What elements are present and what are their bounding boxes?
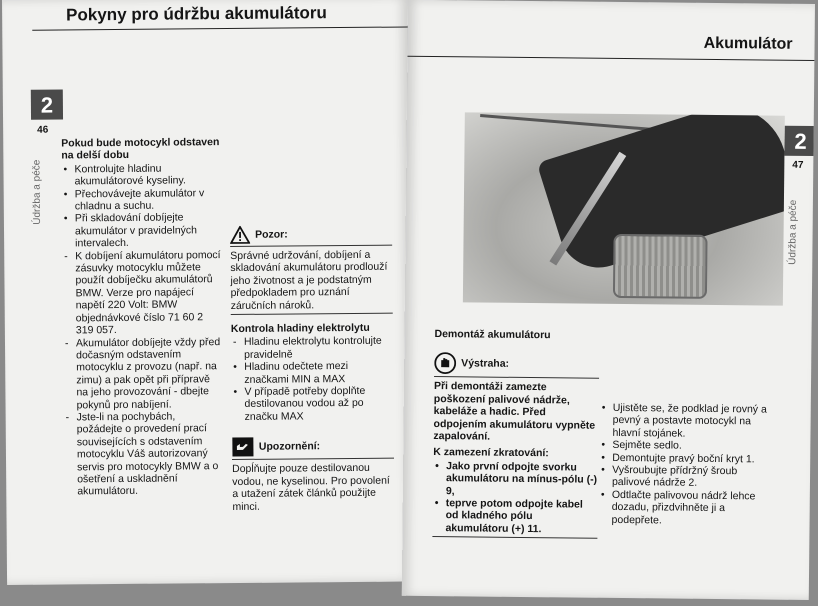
vystraha-rule [434,376,599,379]
storage-list-item: • Přechovávejte akumulátor v chladnu a suchu. [62,187,222,213]
steps-column [599,402,770,528]
upozorneni-head [232,436,394,457]
vystraha-head [434,352,599,376]
demontaz-heading: Demontáž akumulátoru [434,328,551,342]
warning-triangle-icon [230,226,250,244]
storage-list-item: - Akumulátor dobíjejte vždy před dočasným odstavením motocyklu z provozu (např. na zimu) a pak opět při přípravě na jeho provozování - dbejte pokynů pro nabíjení. [63,336,224,412]
upozorneni-text: Dopĺňujte pouze destilovanou vodou, ne kyselinou. Pro povolení a utažení zátek článků použijte minci. [232,462,390,513]
upozorneni-heading: Upozornění: [258,440,321,453]
left-page-title: Pokyny pro údržbu akumulátoru [66,3,327,25]
zamezeni-list-item: • Jako první odpojte svorku akumulátoru na mínus-pólu (-) 9, [433,460,598,499]
step-list-item: • Demontujte pravý boční kryt 1. [599,451,769,465]
stop-hand-icon [434,352,456,374]
title-rule-right [407,56,814,61]
storage-list-item: • Při skladování dobíjejte akumulátor v pravidelných intervalech. [62,212,222,251]
kontrola-list-item: • Hladinu odečtete mezi značkami MIN a MAX [231,360,393,386]
pozor-end-rule [231,313,393,315]
pozor-rule [230,245,392,247]
step-list-item: • Sejměte sedlo. [599,439,769,453]
storage-list-item: - K dobíjení akumulátoru pomocí zásuvky motocyklu můžete použít dobíječku akumulátorů BMW. Verze pro napájecí napětí 220 Volt: BMW objednávkové číslo 71 60 2 319 057. [62,249,223,337]
kontrola-list-item: - Hladinu elektrolytu kontrolujte pravidelně [231,335,393,361]
kontrola-list-item: • V případě potřeby doplňte destilovanou vodou až po značku MAX [231,385,393,424]
side-label: Údržba a péče [31,159,43,225]
engine-shape [613,234,708,299]
kontrola-heading: Kontrola hladiny elektrolytu [230,321,370,336]
chapter-tab: 2 [31,89,63,119]
pozor-heading: Pozor: [255,228,288,241]
steps-list [599,402,770,528]
vystraha-heading: Výstraha: [461,357,510,371]
storage-list [61,162,224,498]
pozor-head [230,225,392,244]
right-page-title: Akumulátor [703,34,793,53]
right-page [402,0,815,600]
pozor-text: Správné udržování, dobíjení a skladování akumulátoru prodlouží jeho životnost a je podstatným předpokladem pro uznání záručních nároků. [230,248,388,312]
removal-column [432,328,599,542]
upozorneni-rule [232,458,394,460]
zamezeni-heading: K zamezení zkratování: [433,446,549,460]
battery-photo [463,112,785,305]
kontrola-list [231,335,394,423]
zamezeni-list-item: • teprve potom odpojte kabel od kladného pólu akumulátoru (+) 11. [432,497,597,536]
storage-list-item: • Kontrolujte hladinu akumulátorové kyseliny. [61,162,221,188]
side-label-right: Údržba a péče [787,199,799,265]
page-number: 46 [37,124,49,136]
storage-list-item: - Jste-li na pochybách, požádejte o provedení prací souvisejících s odstavením motocyklu Váš autorizovaný servis pro motocykly BMW a o ošetření a uskladnění akumulátoru. [64,410,225,498]
info-column [230,225,394,513]
step-list-item: • Ujistěte se, že podklad je rovný a pevný a postavte motocykl na hlavní stojánek. [599,402,769,441]
chapter-tab-right: 2 [784,126,815,156]
step-list-item: • Vyšroubujte přídržný šroub palivové nádrže 2. [599,464,769,491]
step-list-item: • Odtlačte palivovou nádrž lehce dozadu, přizdvihněte ji a podepřete. [599,489,769,528]
storage-heading: Pokud bude motocykl odstaven na delší dobu [61,136,220,162]
page-number-right: 47 [792,159,804,171]
vystraha-end-rule [432,536,597,539]
title-rule [32,26,408,30]
storage-column [61,136,224,498]
vystraha-text: Při demontáži zamezte poškození palivové nádrže, kabeláže a hadic. Před odpojením akumulátoru vypněte zapalování. [433,380,596,443]
note-hand-icon [232,437,254,457]
zamezeni-list [432,460,598,536]
left-page [2,0,413,585]
